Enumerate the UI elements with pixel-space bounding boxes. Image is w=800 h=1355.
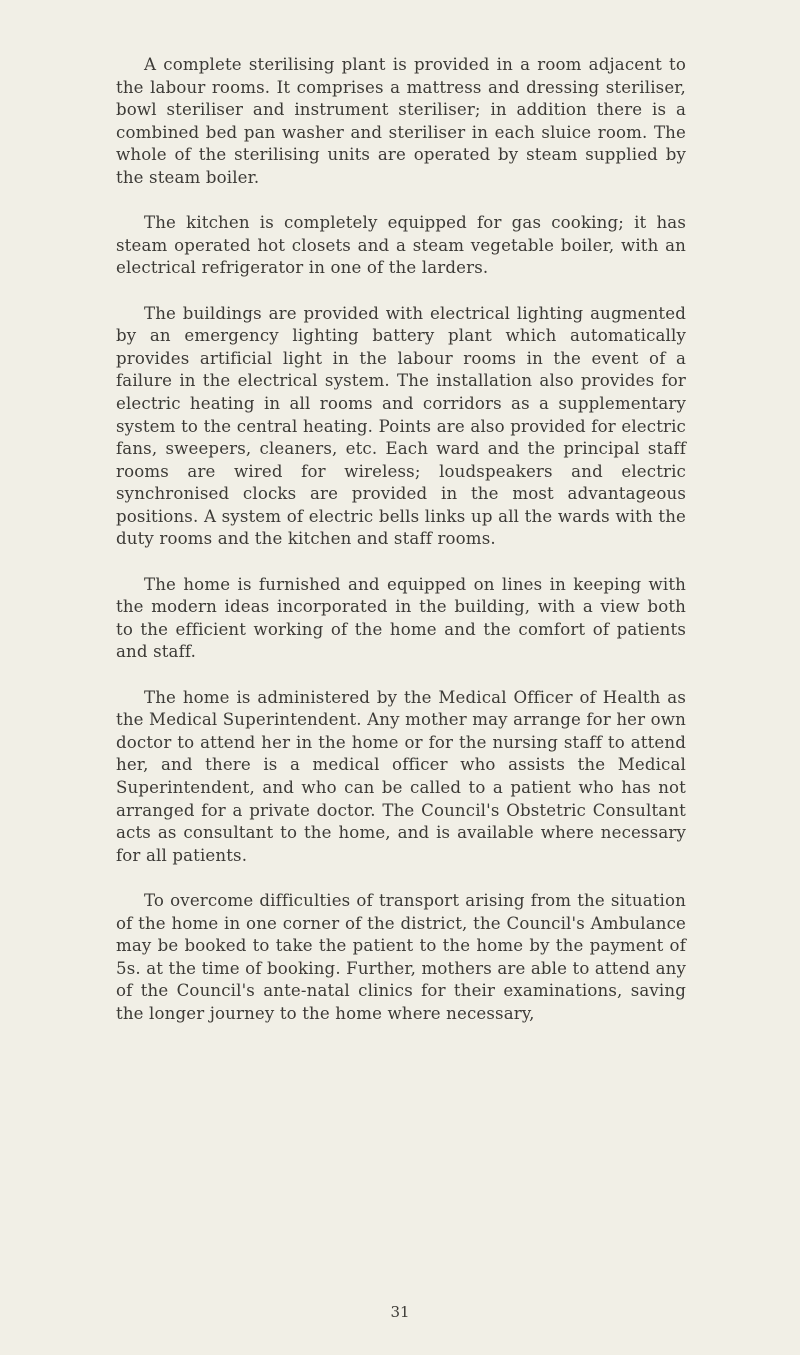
paragraph-electrical-lighting: The buildings are provided with electrical lighting augmented by an emergency lighting battery plant which automatically provides artificial light in the labour rooms in the event of a failure in the electrical system. The installation also provides for electric heating in all rooms and corridors as a supplementary system to the central heating. Points are also provided for electric fans, sweepers, cleaners, etc. Each ward and the principal staff rooms are wired for wireless; loudspeakers and electric synchronised clocks are provided in the most advantageous positions. A system of electric bells links up all the wards with the duty rooms and the kitchen and staff rooms. (116, 303, 686, 549)
paragraph-administration: The home is administered by the Medical Officer of Health as the Medical Superintendent. Any mother may arrange for her own doctor to attend her in the home or for the nursing staff to attend her, and there is a medical officer who assists the Medical Superintendent, and who can be called to a patient who has not arranged for a private doctor. The Council's Obstetric Consultant acts as consultant to the home, and is available where necessary for all patients. (116, 687, 686, 865)
body-text (116, 54, 686, 1048)
paragraph-kitchen: The kitchen is completely equipped for gas cooking; it has steam operated hot closets and a steam vegetable boiler, with an electrical refrigerator in one of the larders. (116, 213, 686, 278)
page-number: 31 (390, 1303, 410, 1321)
paragraph-transport: To overcome difficulties of transport arising from the situation of the home in one corner of the district, the Council's Ambulance may be booked to take the patient to the home by the payment of 5s. at the time of booking. Further, mothers are able to attend any of the Council's ante-natal clinics for their examinations, saving the longer journey to the home where necessary, (116, 890, 686, 1023)
paragraph-furnishing: The home is furnished and equipped on lines in keeping with the modern ideas incorporated in the building, with a view both to the efficient working of the home and the comfort of patients and staff. (116, 574, 686, 662)
paragraph-sterilising-plant: A complete sterilising plant is provided in a room adjacent to the labour rooms. It comprises a mattress and dressing steriliser, bowl steriliser and instrument steriliser; in addition there is a combined bed pan washer and steriliser in each sluice room. The whole of the sterilising units are operated by steam supplied by the steam boiler. (116, 55, 686, 187)
